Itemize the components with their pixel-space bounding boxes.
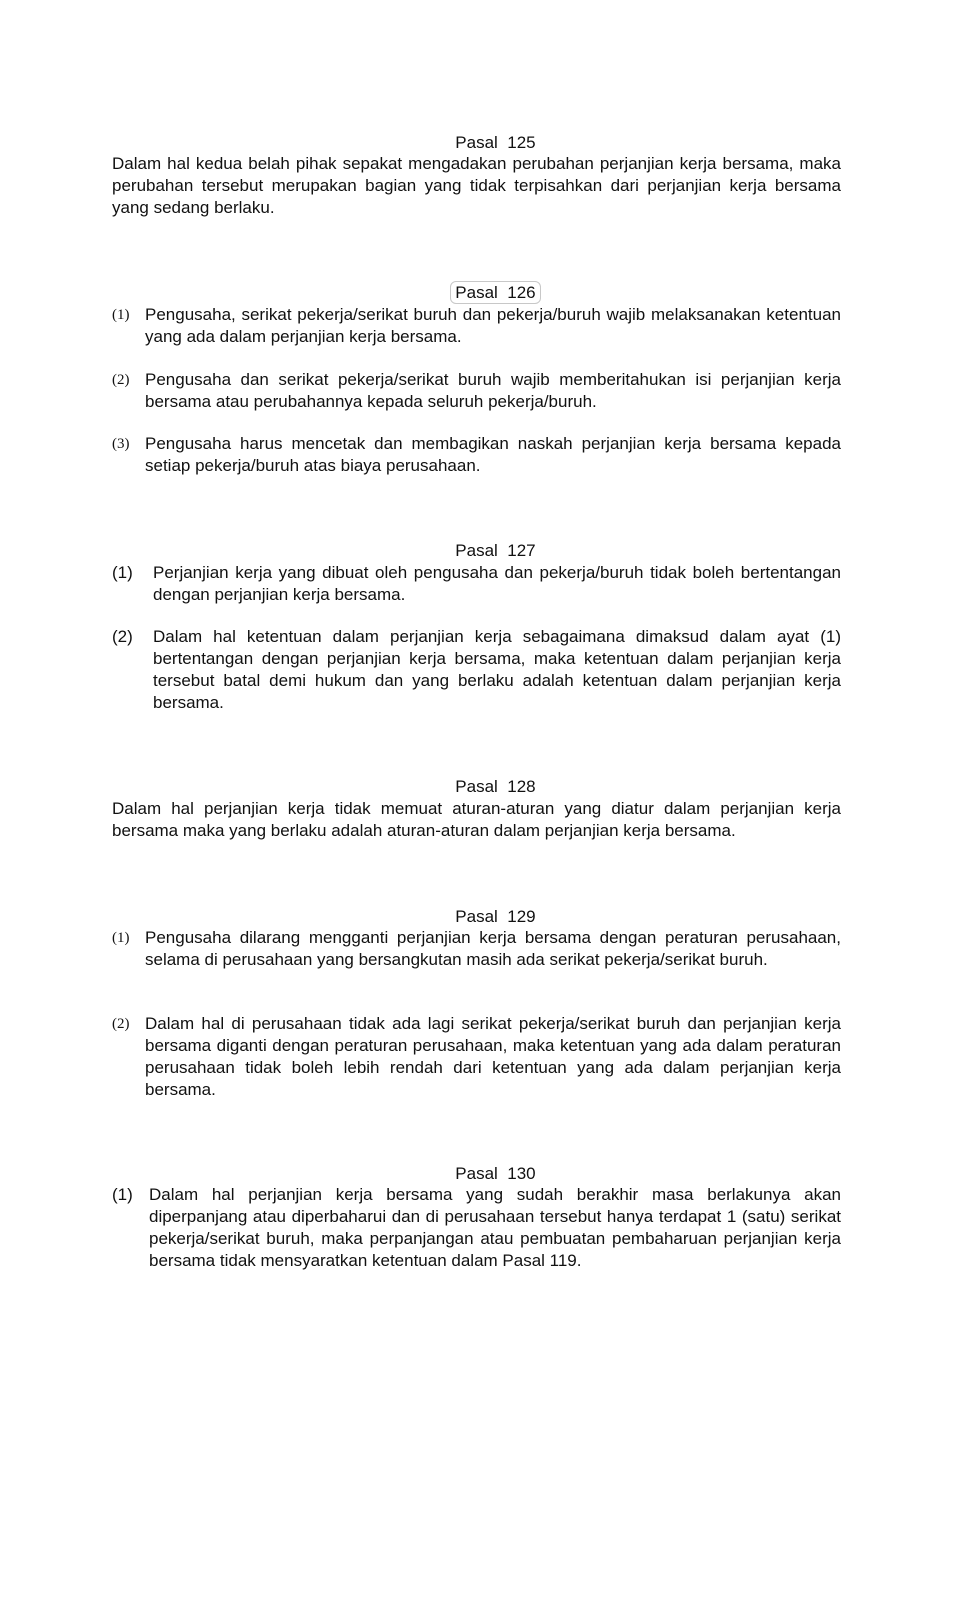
item-text: Pengusaha dilarang mengganti perjanjian kerja bersama dengan peraturan perusahaan, selama di perusahaan yang bersangkutan masih ada serikat pekerja/serikat buruh.: [145, 928, 841, 969]
item-number: (3): [112, 436, 130, 452]
item-number: (1): [112, 1185, 133, 1204]
item-text: Pengusaha, serikat pekerja/serikat buruh dan pekerja/buruh wajib melaksanakan ketentuan yang ada dalam perjanjian kerja bersama.: [145, 305, 841, 346]
item-number: (1): [112, 563, 133, 582]
pasal-126-item-3: [112, 433, 841, 477]
pasal-126-item-1: [112, 304, 841, 348]
pasal-127-item-1: [112, 562, 841, 606]
item-number: (1): [112, 307, 130, 323]
pasal-129-title: Pasal 129: [455, 907, 536, 926]
pasal-125-text: Dalam hal kedua belah pihak sepakat mengadakan perubahan perjanjian kerja bersama, maka perubahan tersebut merupakan bagian yang tidak terpisahkan dari perjanjian kerja bersama yang sedang berlaku.: [112, 154, 841, 217]
pasal-130-item-1: [112, 1184, 841, 1272]
pasal-125-title: Pasal 125: [455, 133, 536, 152]
pasal-127-item-2: [112, 626, 841, 714]
item-text: Dalam hal ketentuan dalam perjanjian kerja sebagaimana dimaksud dalam ayat (1) bertentangan dengan perjanjian kerja bersama, maka ketentuan dalam perjanjian kerja tersebut batal demi hukum dan yang berlaku adalah ketentuan dalam perjanjian kerja bersama.: [153, 627, 841, 712]
pasal-130-title: Pasal 130: [455, 1164, 536, 1183]
pasal-126-item-2: [112, 369, 841, 413]
item-text: Dalam hal di perusahaan tidak ada lagi serikat pekerja/serikat buruh dan perjanjian kerja bersama diganti dengan peraturan perusahaan, maka ketentuan yang ada dalam peraturan perusahaan tidak boleh lebih rendah dari ketentuan yang ada dalam perjanjian kerja bersama.: [145, 1014, 841, 1099]
item-text: Pengusaha dan serikat pekerja/serikat buruh wajib memberitahukan isi perjanjian kerja bersama atau perubahannya kepada seluruh pekerja/buruh.: [145, 370, 841, 411]
item-text: Dalam hal perjanjian kerja bersama yang sudah berakhir masa berlakunya akan diperpanjang atau diperbaharui dan di perusahaan tersebut hanya terdapat 1 (satu) serikat pekerja/serikat buruh, maka perpanjangan atau pembuatan pembaharuan perjanjian kerja bersama tidak mensyaratkan ketentuan dalam Pasal 119.: [149, 1185, 841, 1270]
item-text: Perjanjian kerja yang dibuat oleh pengusaha dan pekerja/buruh tidak boleh bertentangan dengan perjanjian kerja bersama.: [153, 563, 841, 604]
item-number: (1): [112, 930, 130, 946]
pasal-128-text: Dalam hal perjanjian kerja tidak memuat aturan-aturan yang diatur dalam perjanjian kerja bersama maka yang berlaku adalah aturan-aturan dalam perjanjian kerja bersama.: [112, 799, 841, 840]
pasal-129-item-1: [112, 927, 841, 971]
pasal-126-title: Pasal 126: [450, 281, 540, 304]
item-number: (2): [112, 372, 130, 388]
item-number: (2): [112, 1016, 130, 1032]
item-number: (2): [112, 627, 133, 646]
item-text: Pengusaha harus mencetak dan membagikan naskah perjanjian kerja bersama kepada setiap pekerja/buruh atas biaya perusahaan.: [145, 434, 841, 475]
pasal-127-title: Pasal 127: [455, 541, 536, 560]
pasal-128-title: Pasal 128: [455, 777, 536, 796]
pasal-129-item-2: [112, 1013, 841, 1101]
